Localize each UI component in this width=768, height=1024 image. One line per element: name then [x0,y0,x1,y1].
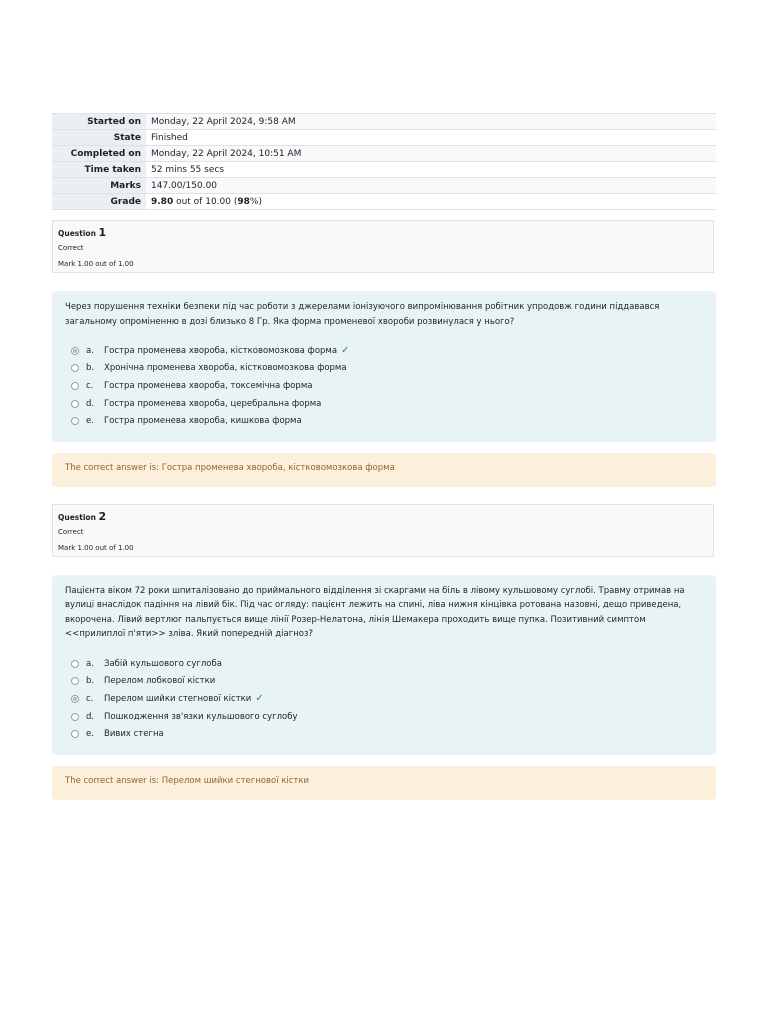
answer-letter: e. [86,416,94,427]
summary-row [52,162,716,178]
answer-letter: c. [86,380,94,391]
summary-row-grade [52,194,716,210]
answer-letter: e. [86,729,94,740]
grade-percent: 98 [237,196,250,207]
question-number [58,226,708,239]
grade-score: 9.80 [151,196,174,207]
summary-row [52,146,716,162]
summary-row [52,114,716,130]
answer-letter: c. [86,693,94,704]
answer-text: Гостра променева хвороба, кишкова форма [104,416,302,427]
radio-icon[interactable] [71,660,79,668]
answer-option[interactable] [65,655,703,673]
grade-value [146,194,716,210]
question-number [58,510,708,523]
answer-option[interactable] [65,725,703,743]
question-info [52,220,714,273]
attempt-summary-table [52,113,716,210]
check-icon: ✓ [341,345,350,357]
question-formulation [52,575,716,755]
answer-list [65,342,703,430]
summary-value: 52 mins 55 secs [146,162,716,178]
summary-label: Time taken [52,162,146,178]
radio-icon[interactable] [71,382,79,390]
question-num: 2 [98,509,107,523]
radio-icon[interactable] [71,364,79,372]
summary-value: Monday, 22 April 2024, 9:58 AM [146,114,716,130]
answer-letter: d. [86,711,95,722]
radio-icon[interactable] [71,713,79,721]
radio-icon[interactable] [71,400,79,408]
summary-row [52,130,716,146]
grade-end: %) [249,196,262,207]
quiz-review [52,113,716,800]
question-info [52,504,714,557]
summary-value: 147.00/150.00 [146,178,716,194]
radio-icon[interactable] [71,730,79,738]
answer-option[interactable] [65,690,703,708]
answer-text: Перелом шийки стегнової кістки [104,693,252,704]
radio-icon[interactable] [71,417,79,425]
answer-list [65,655,703,743]
radio-icon[interactable] [71,677,79,685]
question-state: Correct [58,244,84,252]
radio-icon[interactable] [71,695,79,703]
answer-option[interactable] [65,342,703,360]
answer-text: Пошкодження зв'язки кульшового суглобу [104,711,298,722]
summary-value: Monday, 22 April 2024, 10:51 AM [146,146,716,162]
question-text: Пацієнта віком 72 роки шпиталізовано до приймального відділення зі скаргами на біль в лівому кульшовому суглобі. Травму отримав на вулиці внаслідок падіння на лівий бік. Під час огляду: пацієнт лежить на спині, ліва нижня кінцівка ротована назовні, дещо приведена, вкорочена. Лівий вертлюг пальпується вище лінії Розер-Нелатона, лінія Шемакера проходить вище пупка. Позитивний симптом <<прилиплої п'яти>> зліва. Який попередній діагноз? [65,585,685,640]
check-icon: ✓ [255,693,264,705]
summary-label: Marks [52,178,146,194]
question-mark: Mark 1.00 out of 1.00 [58,543,134,552]
answer-letter: d. [86,398,95,409]
answer-text: Вивих стегна [104,729,164,740]
feedback-correct-answer: The correct answer is: Перелом шийки стегнової кістки [52,766,716,800]
answer-option[interactable] [65,395,703,413]
summary-label: State [52,130,146,146]
answer-option[interactable] [65,377,703,395]
answer-letter: a. [86,345,94,356]
summary-label: Started on [52,114,146,130]
answer-text: Забій кульшового суглоба [104,658,222,669]
feedback-correct-answer: The correct answer is: Гостра променева хвороба, кістковомозкова форма [52,453,716,487]
question-text: Через порушення техніки безпеки під час роботи з джерелами іонізуючого випромінювання робітник упродовж години піддавався загальному опроміненню в дозі близько 8 Гр. Яка форма променевої хвороби розвинулася у нього? [65,302,660,327]
answer-letter: a. [86,658,94,669]
answer-text: Хронічна променева хвороба, кістковомозкова форма [104,363,347,374]
summary-label: Completed on [52,146,146,162]
question-num: 1 [98,226,107,239]
grade-label: Grade [52,194,146,210]
summary-value: Finished [146,130,716,146]
answer-text: Гостра променева хвороба, токсемічна форма [104,380,313,391]
answer-text: Гостра променева хвороба, церебральна форма [104,398,322,409]
question-mark: Mark 1.00 out of 1.00 [58,260,134,268]
question-label: Question [58,512,96,522]
question-label: Question [58,229,96,238]
grade-out-of: out of 10.00 ( [173,196,238,207]
answer-text: Гостра променева хвороба, кістковомозкова форма [104,345,338,356]
question-state: Correct [58,527,84,536]
question-formulation [52,291,716,442]
answer-option[interactable] [65,412,703,430]
answer-text: Перелом лобкової кістки [104,676,216,687]
answer-option[interactable] [65,673,703,691]
answer-option[interactable] [65,708,703,726]
answer-letter: b. [86,363,95,374]
radio-icon[interactable] [71,347,79,355]
answer-letter: b. [86,676,95,687]
summary-row [52,178,716,194]
answer-option[interactable] [65,360,703,378]
